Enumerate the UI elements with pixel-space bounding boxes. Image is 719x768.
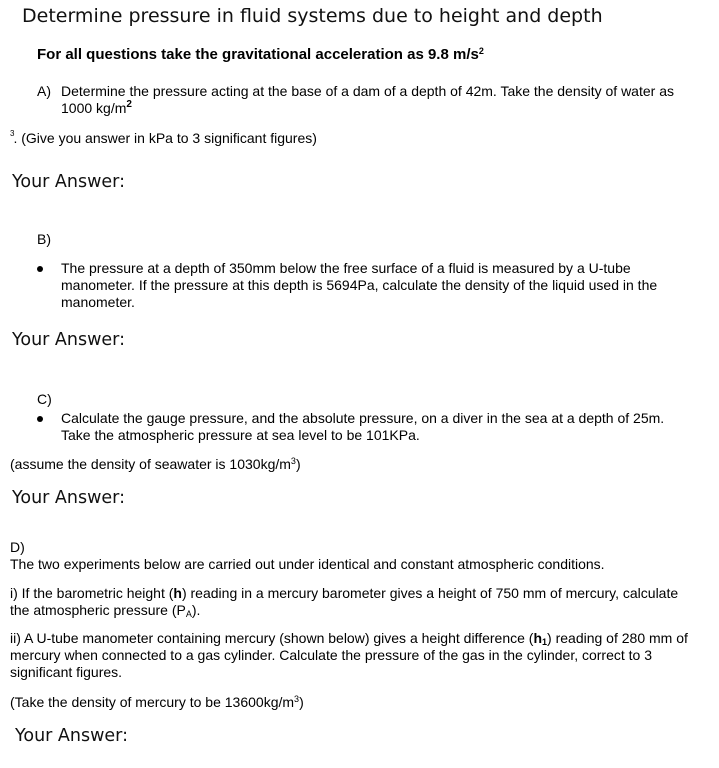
question-d-part-ii bbox=[10, 630, 690, 681]
question-a-text bbox=[61, 83, 681, 117]
question-b-label: B) bbox=[37, 231, 51, 247]
question-c-bullet: Calculate the gauge pressure, and the absolute pressure, on a diver in the sea at a depth of 25m. Take the atmospheric pressure at sea level to be 101KPa. bbox=[61, 410, 681, 444]
part-ii-subscript: 1 bbox=[542, 637, 548, 647]
question-c-assumption-exponent: 3 bbox=[290, 456, 296, 466]
gravity-note bbox=[37, 46, 484, 63]
question-a-ref-number: 3 bbox=[10, 129, 15, 138]
part-ii-bold-h bbox=[533, 630, 547, 646]
question-c-assumption bbox=[10, 456, 301, 473]
part-i-text-3: ). bbox=[191, 602, 201, 618]
part-ii-text-2: ) reading of 280 mm of mercury when connected to a gas cylinder. Calculate the pressure of the gas in the cylinder, correct to 3 significant figures. bbox=[10, 630, 688, 680]
question-a-instruction-text: . (Give you answer in kPa to 3 significant figures) bbox=[13, 130, 317, 146]
gravity-note-text: For all questions take the gravitational acceleration as 9.8 m/s bbox=[37, 46, 479, 63]
density-note-end: ) bbox=[299, 694, 304, 710]
part-ii-text-1: ii) A U-tube manometer containing mercury (shown below) gives a height difference ( bbox=[10, 630, 534, 646]
answer-label-c: Your Answer: bbox=[12, 488, 125, 508]
question-a-body: Determine the pressure acting at the base of a dam of a depth of 42m. Take the density of water as 1000 kg/m bbox=[61, 83, 674, 116]
density-note-text: (Take the density of mercury to be 13600kg/m bbox=[10, 694, 295, 710]
question-c-assumption-text: (assume the density of seawater is 1030kg/m bbox=[10, 456, 291, 472]
answer-label-d: Your Answer: bbox=[15, 726, 128, 746]
answer-label-b: Your Answer: bbox=[12, 330, 125, 350]
question-a-exponent: 2 bbox=[126, 99, 132, 110]
question-c-assumption-end: ) bbox=[295, 456, 301, 472]
question-c-label: C) bbox=[37, 391, 52, 407]
part-ii-bold-h-letter: h bbox=[533, 630, 543, 646]
question-d-part-i bbox=[10, 585, 690, 619]
density-note-exponent: 3 bbox=[294, 694, 300, 704]
part-i-subscript: A bbox=[185, 609, 192, 619]
part-i-text-1: i) If the barometric height ( bbox=[10, 585, 174, 601]
part-i-bold-h: h bbox=[173, 585, 182, 601]
question-d-label: D) bbox=[10, 539, 25, 555]
page-title: Determine pressure in fluid systems due to height and depth bbox=[22, 5, 603, 27]
question-d-density-note bbox=[10, 694, 304, 711]
answer-label-a: Your Answer: bbox=[12, 172, 125, 192]
question-d-intro: The two experiments below are carried out under identical and constant atmospheric conditions. bbox=[10, 556, 605, 572]
question-a-label: A) bbox=[37, 83, 51, 99]
question-a-instruction bbox=[10, 130, 317, 147]
gravity-note-exponent: 2 bbox=[478, 46, 484, 56]
part-i-text-2: ) reading in a mercury barometer gives a height of 750 mm of mercury, calculate the atmospheric pressure (P bbox=[10, 585, 679, 618]
question-b-bullet: The pressure at a depth of 350mm below the free surface of a fluid is measured by a U-tube manometer. If the pressure at this depth is 5694Pa, calculate the density of the liquid used in the manometer. bbox=[61, 260, 671, 311]
